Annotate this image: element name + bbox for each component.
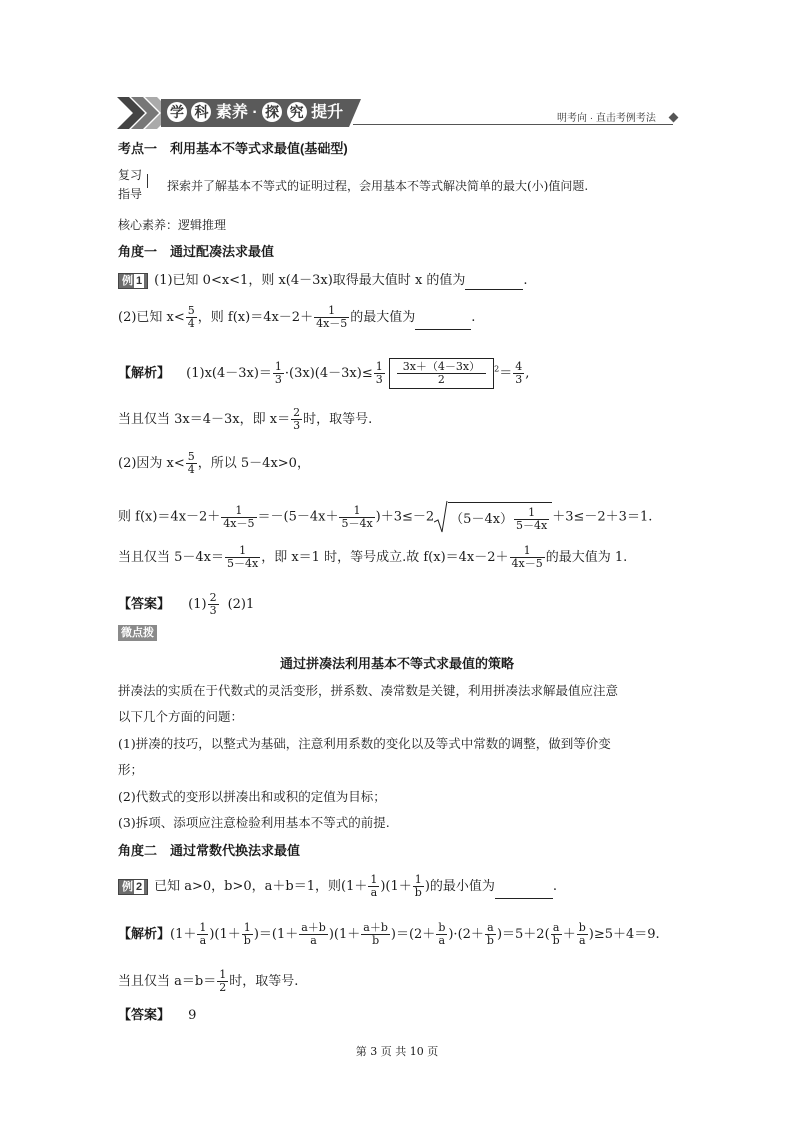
fraction: $\frac{4}{3}$ (515, 360, 523, 386)
fraction: $\frac{a}{b}$ (486, 921, 494, 947)
fraction: $\frac{1}{a}$ (370, 873, 378, 899)
review-label (118, 166, 142, 204)
tip-badge: 微点拨 (118, 625, 157, 641)
angle-title: 角度二 通过常数代换法求最值 (118, 843, 301, 858)
answer-blank[interactable] (415, 315, 471, 330)
fraction: $\frac{1}{b}$ (414, 873, 422, 899)
solution-line: 【解析】(1＋ $\frac{1}{a}$ )(1＋ $\frac{1}{b}$ )＝(1＋ $\frac{a+b}{a}$ )(1＋ $\frac{a+b}{b}$ )＝(2＋ $\frac{b}{a}$ )·(2＋ $\frac{a}{b}$ )＝5＋2( $\frac{a}{b}$ ＋ $\frac{b}{a}$ )≥5＋4＝9. (118, 921, 660, 947)
fraction: $\frac{1}{5-4x}$ (341, 503, 373, 530)
fraction: $\frac{1}{4x-5}$ (316, 304, 348, 330)
solution-line-4: 当且仅当 5－4x＝ $\frac{1}{5-4x}$ ，即 x＝1 时，等号成立.故 f(x)＝4x－2＋ $\frac{1}{4x-5}$ 的最大值为 1. (118, 544, 628, 570)
banner-dot: · (252, 104, 258, 121)
question-text: (1)已知 0<x<1，则 x(4－3x)取得最大值时 x 的值为 (154, 273, 466, 288)
header-banner (117, 97, 677, 129)
tip-paragraph: (1)拼凑的技巧，以整式为基础，注意利用系数的变化以及等式中常数的调整，做到等价变 (118, 736, 611, 751)
solution-equality-1: 当且仅当 3x＝4－3x，即 x＝ $\frac{2}{3}$ 时，取等号. (118, 406, 373, 432)
banner-char-circle: 学 (167, 102, 187, 122)
answer-label: 【答案】 (118, 596, 171, 611)
banner-char-circle: 探 (262, 102, 282, 122)
answer-label: 【答案】 (118, 1007, 171, 1022)
solution-line-3: 则 f(x)＝4x－2＋ $\frac{1}{4x-5}$ ＝－(5－4x＋ $\frac{1}{5-4x}$ )＋3≤－2 （5－4x） $\frac{1}{5-4x}$ ＋3≤－2＋3＝1. (118, 500, 652, 534)
banner-text: 素养 (215, 104, 248, 121)
core-literacy: 核心素养：逻辑推理 (118, 218, 227, 232)
solution-line-2: (2)因为 x< $\frac{5}{4}$ ，所以 5－4x>0， (118, 450, 310, 476)
bracket (389, 358, 494, 389)
fraction: $\frac{1}{5-4x}$ (227, 544, 259, 570)
tip-paragraph: (3)拆项、添项应注意检验利用基本不等式的前提. (118, 815, 390, 830)
tip-title: 通过拼凑法利用基本不等式求最值的策略 (279, 656, 514, 671)
fraction: $\frac{1}{b}$ (243, 921, 251, 947)
fraction: $\frac{1}{5-4x}$ (516, 506, 548, 532)
fraction: $\frac{5}{4}$ (187, 304, 195, 330)
banner-char-circle: 科 (191, 102, 211, 122)
solution-equality: 当且仅当 a＝b＝ $\frac{1}{2}$ 时，取等号. (118, 968, 299, 994)
fraction: $\frac{b}{a}$ (438, 921, 446, 947)
banner-text: 提升 (311, 104, 344, 121)
banner-title (167, 102, 343, 124)
example-1-q1: 例 1 (1)已知 0<x<1，则 x(4－3x)取得最大值时 x 的值为 . (118, 272, 528, 290)
page-footer: 第 3 页 共 10 页 (355, 1045, 439, 1058)
fraction: $\frac{2}{3}$ (293, 406, 301, 432)
banner-char-circle: 究 (287, 102, 307, 122)
diamond-icon (669, 113, 679, 123)
fraction: $\frac{2}{3}$ (209, 591, 217, 617)
fraction: $\frac{a}{b}$ (552, 921, 560, 947)
fraction: $\frac{5}{4}$ (187, 450, 195, 476)
tip-paragraph: (2)代数式的变形以拼凑出和或积的定值为目标； (118, 789, 386, 804)
answer-blank[interactable] (495, 884, 553, 899)
answer-line-1: 【答案】 (1) $\frac{2}{3}$ (2)1 (118, 591, 255, 617)
tip-paragraph: 拼凑法的实质在于代数式的灵活变形，拼系数、凑常数是关键，利用拼凑法求解最值应注意 (118, 683, 619, 698)
fraction: $\frac{1}{3}$ (375, 360, 383, 386)
review-text: 探索并了解基本不等式的证明过程，会用基本不等式解决简单的最大(小)值问题. (167, 179, 589, 193)
fraction: $\frac{1}{4x-5}$ (511, 544, 543, 570)
answer-line: 【答案】 9 (118, 1007, 197, 1023)
fraction: $\frac{a+b}{a}$ (301, 921, 326, 947)
review-label-line: 复习 (118, 168, 143, 182)
tip-paragraph: 以下几个方面的问题： (118, 709, 244, 724)
fraction: $\frac{3x+(4-3x)}{2}$ (397, 361, 486, 386)
fraction: $\frac{b}{a}$ (578, 921, 586, 947)
fraction: $\frac{a+b}{b}$ (363, 921, 388, 947)
header-rule (353, 124, 673, 125)
review-label-line: 指导 (118, 187, 143, 201)
solution-line-1: 【解析】 (1)x(4－3x)＝ $\frac{1}{3}$ ·(3x)(4－3x)≤ $\frac{1}{3}$ $\frac{3x+(4-3x)}{2}$ $^2$＝ $\frac{4}{3}$ , (118, 358, 529, 389)
tip-paragraph: 形； (118, 762, 144, 777)
solution-label: 【解析】 (118, 926, 171, 941)
review-divider (147, 174, 148, 188)
fraction: $\frac{1}{4x-5}$ (223, 503, 255, 530)
section-title: 考点一 利用基本不等式求最值(基础型) (118, 141, 348, 156)
fraction: $\frac{1}{3}$ (274, 360, 282, 386)
sqrt-sign: （5－4x） $\frac{1}{5-4x}$ (434, 500, 552, 534)
header-right-text: 明考向 · 直击考例考法 (557, 113, 656, 124)
solution-label: 【解析】 (118, 365, 171, 380)
answer-blank[interactable] (465, 275, 523, 290)
fraction: $\frac{1}{2}$ (219, 968, 227, 994)
example-badge: 例 2 (118, 879, 148, 895)
example-1-q2: (2)已知 x< $\frac{5}{4}$ ，则 f(x)＝4x－2＋ $\frac{1}{4x-5}$ 的最大值为 . (118, 304, 476, 330)
angle-title: 角度一 通过配凑法求最值 (118, 244, 275, 259)
example-2-question: 例 2 已知 a>0，b>0，a＋b＝1，则(1＋ $\frac{1}{a}$ )(1＋ $\frac{1}{b}$ )的最小值为 . (118, 874, 557, 899)
example-badge: 例 1 (118, 273, 148, 289)
fraction: $\frac{1}{a}$ (199, 921, 207, 947)
